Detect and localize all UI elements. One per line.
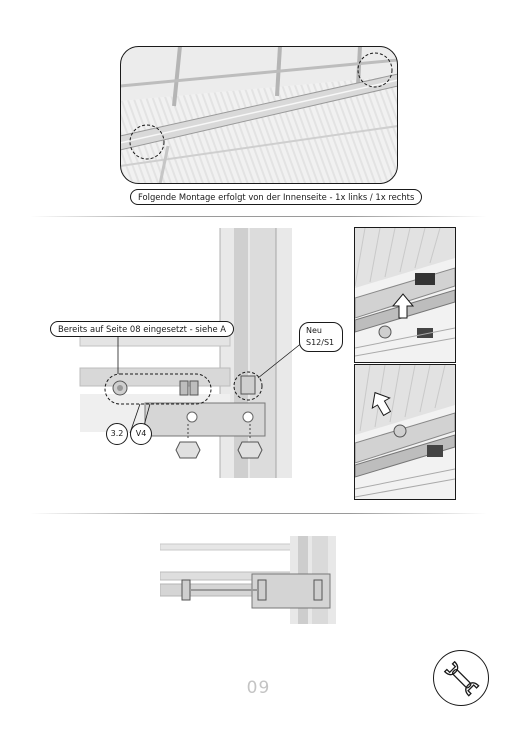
wrench-icon xyxy=(441,658,481,698)
detail-panel-top xyxy=(354,227,456,363)
part-label-v4: V4 xyxy=(130,423,152,445)
tool-badge xyxy=(433,650,489,706)
new-label: Neu xyxy=(306,326,322,335)
detail-panel-bottom xyxy=(354,364,456,500)
new-parts-callout xyxy=(299,322,343,352)
main-assembly-illustration xyxy=(60,228,350,488)
divider-top xyxy=(30,216,487,217)
divider-bottom xyxy=(30,513,487,514)
new-parts-label: S12/S1 xyxy=(306,338,335,347)
page-number: 09 xyxy=(246,678,271,698)
result-illustration xyxy=(160,536,360,624)
already-inserted-callout: Bereits auf Seite 08 eingesetzt - siehe A xyxy=(50,321,234,337)
part-label-3-2: 3.2 xyxy=(106,423,128,445)
top-illustration xyxy=(120,46,398,184)
instruction-caption: Folgende Montage erfolgt von der Innenseite - 1x links / 1x rechts xyxy=(130,189,422,205)
